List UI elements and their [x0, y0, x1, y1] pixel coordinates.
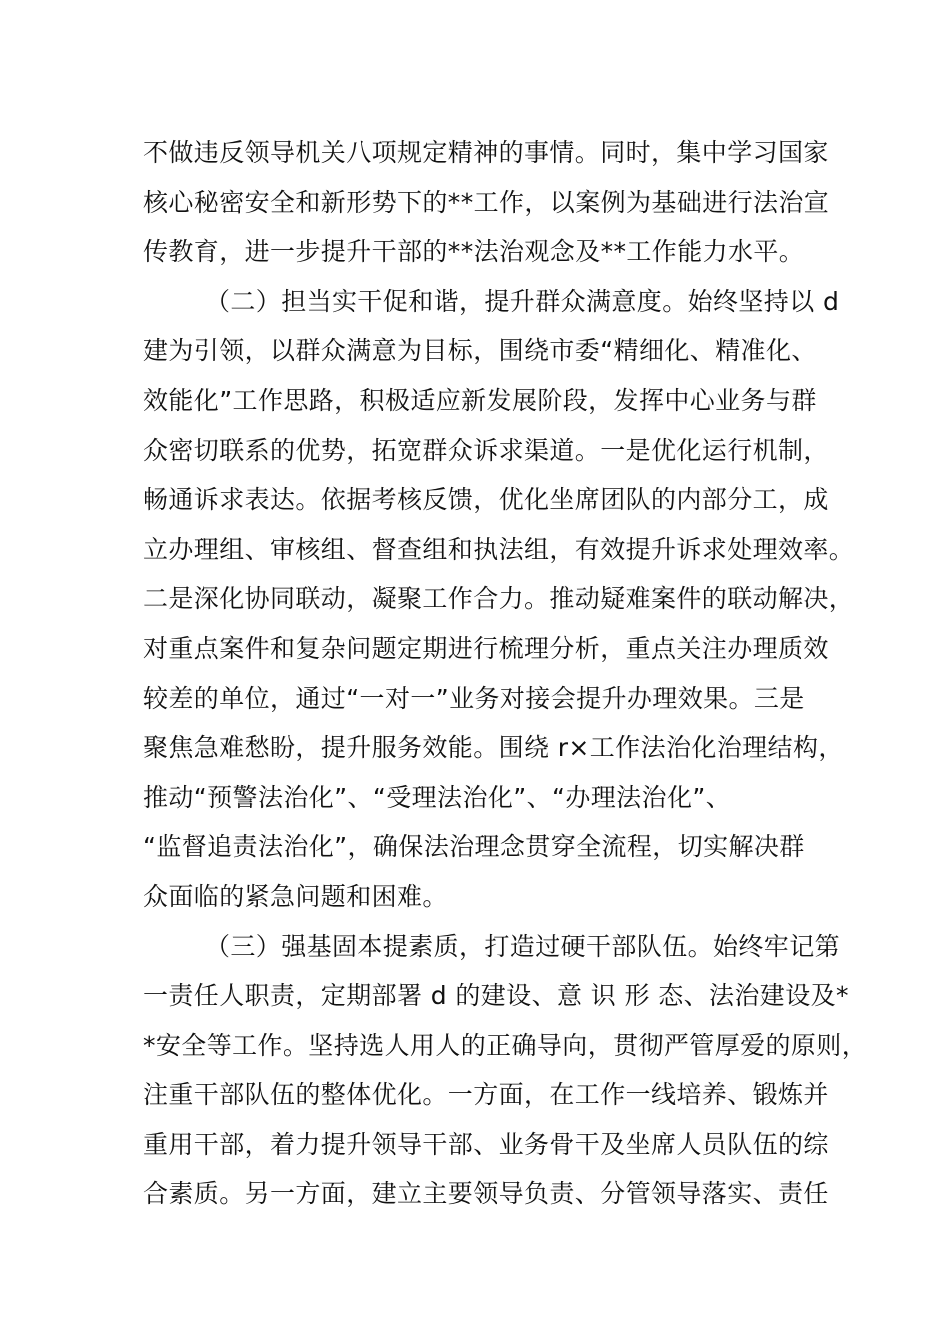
text-line: “监督追责法治化”，确保法治理念贯穿全流程，切实解决群 [143, 832, 805, 862]
section-heading-line: （二）担当实干促和谐，提升群众满意度。始终坚持以 d [205, 286, 840, 316]
text-line: 效能化”工作思路，积极适应新发展阶段，发挥中心业务与群 [143, 385, 817, 415]
text-line: 立办理组、审核组、督查组和执法组，有效提升诉求处理效率。 [143, 534, 855, 564]
text-line: 一责任人职责，定期部署 d 的建设、意 识 形 态、法治建设及* [143, 981, 849, 1011]
text-line: 传教育，进一步提升干部的**法治观念及**工作能力水平。 [143, 237, 805, 267]
section-heading-line: （三）强基固本提素质，打造过硬干部队伍。始终牢记第 [205, 931, 841, 961]
text-line: 畅通诉求表达。依据考核反馈，优化坐席团队的内部分工，成 [143, 485, 829, 515]
text-line: 众密切联系的优势，拓宽群众诉求渠道。一是优化运行机制， [143, 435, 829, 465]
text-line: 注重干部队伍的整体优化。一方面，在工作一线培养、锻炼并 [143, 1080, 829, 1110]
text-line: 合素质。另一方面，建立主要领导负责、分管领导落实、责任 [143, 1179, 829, 1209]
text-line: 建为引领，以群众满意为目标，围绕市委“精细化、精准化、 [143, 336, 817, 366]
text-line: 二是深化协同联动，凝聚工作合力。推动疑难案件的联动解决， [143, 584, 855, 614]
text-line: 核心秘密安全和新形势下的**工作，以案例为基础进行法治宣 [143, 187, 830, 217]
text-line: 重用干部，着力提升领导干部、业务骨干及坐席人员队伍的综 [143, 1129, 829, 1159]
text-line: 不做违反领导机关八项规定精神的事情。同时，集中学习国家 [143, 138, 829, 167]
text-line: *安全等工作。坚持选人用人的正确导向，贯彻严管厚爱的原则， [143, 1030, 868, 1060]
text-line: 众面临的紧急问题和困难。 [143, 881, 448, 911]
body-text [143, 128, 868, 1219]
text-line: 较差的单位，通过“一对一”业务对接会提升办理效果。三是 [143, 683, 805, 713]
text-line: 推动“预警法治化”、“受理法治化”、“办理法治化”、 [143, 782, 732, 812]
text-line: 对重点案件和复杂问题定期进行梳理分析，重点关注办理质效 [143, 633, 829, 663]
text-line: 聚焦急难愁盼，提升服务效能。围绕 r×工作法治化治理结构， [143, 733, 844, 763]
